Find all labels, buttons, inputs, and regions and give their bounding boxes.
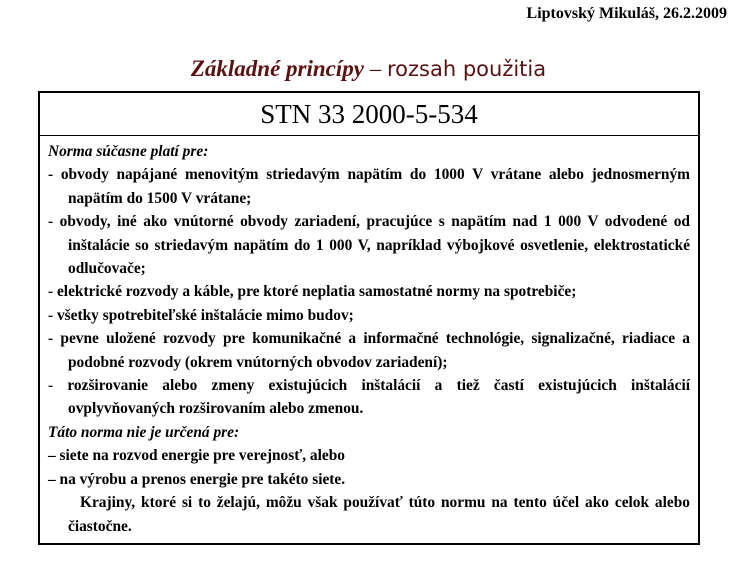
slide-title-main: Základné princípy [190,56,364,81]
standard-box [38,91,700,545]
not-applies-item: – na výrobu a prenos energie pre takéto siete. [48,470,346,488]
standard-code-heading: STN 33 2000-5-534 [40,93,698,136]
applies-item: - obvody, iné ako vnútorné obvody zariadení, pracujúce s napätím nad 1 000 V odvodené od inštalácie so striedavým napätím do 1 000 V, napríklad výbojkové osvetlenie, elektrostatické odlučovače; [48,213,690,278]
not-applies-item: – siete na rozvod energie pre verejnosť, alebo [48,447,345,465]
slide-title-subtitle: rozsah použitia [387,57,547,81]
applies-item: - obvody napájané menovitým striedavým napätím do 1000 V vrátane alebo jednosmerným napätím do 1500 V vrátane; [48,166,690,207]
applies-item: - rozširovanie alebo zmeny existujúcich inštalácií a tiež častí existujúcich inštalácií ovplyvňovaných rozširovaním alebo zmenou. [48,377,690,418]
date-location-header: Liptovský Mikuláš, 26.2.2009 [526,5,727,22]
applies-section-label: Norma súčasne platí pre: [48,143,209,160]
slide-title-separator: – [364,56,387,81]
slide-title [0,56,737,82]
applies-item: - pevne uložené rozvody pre komunikačné a informačné technológie, signalizačné, riadiace a podobné rozvody (okrem vnútorných obvodov zariadení); [48,330,690,371]
applies-item: - všetky spotrebiteľské inštalácie mimo budov; [48,306,354,324]
not-applies-section-label: Táto norma nie je určená pre: [48,423,240,441]
applies-item: - elektrické rozvody a káble, pre ktoré neplatia samostatné normy na spotrebiče; [48,283,577,301]
countries-note: Krajiny, ktoré si to želajú, môžu však používať túto normu na tento účel ako celok alebo čiastočne. [68,494,690,535]
standard-scope-content [40,136,698,538]
